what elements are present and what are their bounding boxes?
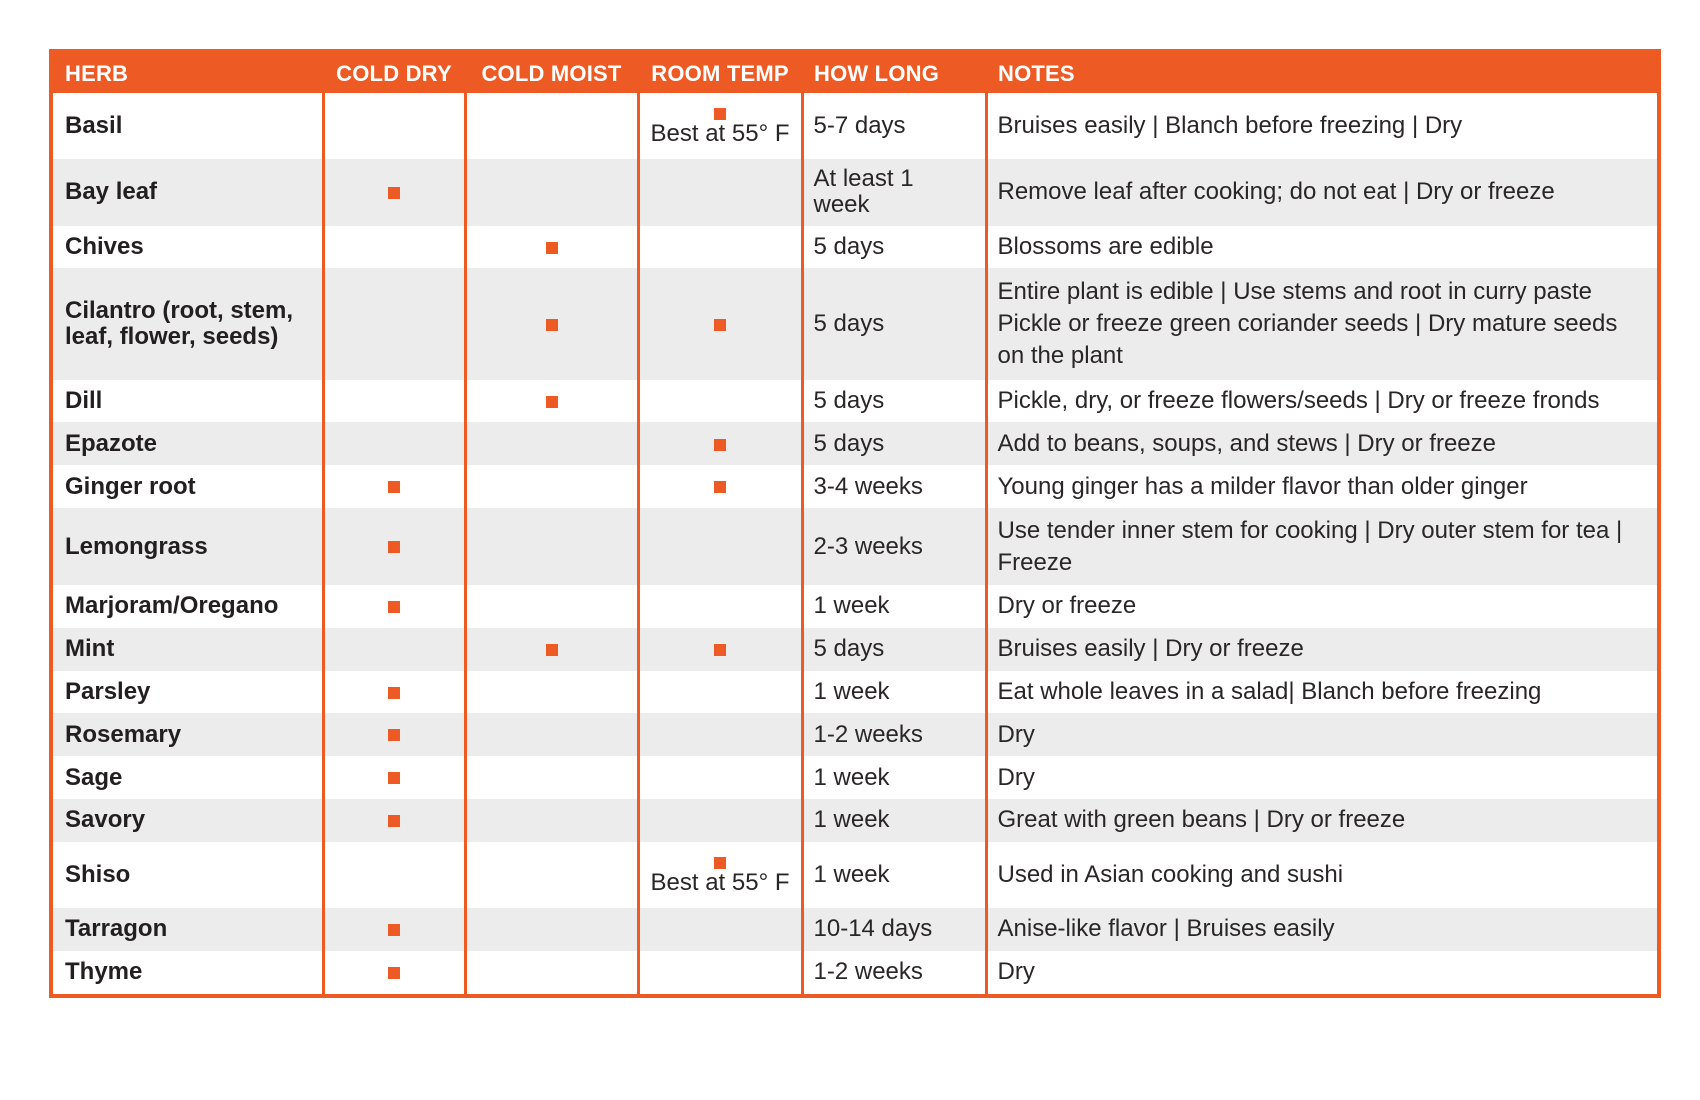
cold-moist-cell [465, 159, 638, 225]
header-notes: NOTES [986, 51, 1659, 93]
orange-square-icon [714, 108, 726, 120]
table-row [51, 756, 1659, 799]
cold-moist-cell [465, 951, 638, 996]
cold-moist-cell [465, 508, 638, 585]
orange-square-icon [388, 772, 400, 784]
how-long: 1 week [802, 671, 986, 714]
notes: Add to beans, soups, and stews | Dry or freeze [986, 422, 1659, 465]
how-long: 1-2 weeks [802, 713, 986, 756]
room-temp-cell [638, 585, 802, 628]
herb-name: Cilantro (root, stem, leaf, flower, seeds) [51, 268, 323, 379]
orange-square-icon [546, 242, 558, 254]
orange-square-icon [714, 857, 726, 869]
notes: Pickle, dry, or freeze flowers/seeds | Dry or freeze fronds [986, 380, 1659, 423]
room-temp-cell [638, 268, 802, 379]
cold-dry-cell [323, 951, 465, 996]
cold-moist-cell [465, 465, 638, 508]
table-row [51, 799, 1659, 842]
cold-moist-cell [465, 268, 638, 379]
cold-dry-cell [323, 93, 465, 159]
room-temp-note-text: Best at 55° F [650, 120, 790, 148]
herb-name: Tarragon [51, 908, 323, 951]
notes: Blossoms are edible [986, 226, 1659, 269]
orange-square-icon [388, 924, 400, 936]
cold-dry-cell [323, 585, 465, 628]
how-long: 1 week [802, 585, 986, 628]
notes: Dry [986, 951, 1659, 996]
herb-name: Savory [51, 799, 323, 842]
herb-name: Lemongrass [51, 508, 323, 585]
cold-moist-cell [465, 713, 638, 756]
orange-square-icon [714, 439, 726, 451]
header-how-long: HOW LONG [802, 51, 986, 93]
cold-dry-cell [323, 671, 465, 714]
notes: Use tender inner stem for cooking | Dry outer stem for tea | Freeze [986, 508, 1659, 585]
orange-square-icon [546, 644, 558, 656]
notes: Bruises easily | Dry or freeze [986, 628, 1659, 671]
room-temp-note-text: Best at 55° F [650, 868, 790, 896]
orange-square-icon [388, 687, 400, 699]
herb-name: Sage [65, 763, 123, 791]
cold-moist-cell [465, 908, 638, 951]
cold-moist-cell [465, 671, 638, 714]
herb-name: Basil [65, 112, 123, 140]
orange-square-icon [388, 601, 400, 613]
room-temp-cell [638, 951, 802, 996]
cold-dry-cell [323, 842, 465, 908]
table-row [51, 628, 1659, 671]
header-room-temp: ROOM TEMP [638, 51, 802, 93]
herb-name: Dill [65, 387, 103, 415]
table-row [51, 585, 1659, 628]
orange-square-icon [388, 729, 400, 741]
room-temp-cell [638, 908, 802, 951]
cold-dry-cell [323, 756, 465, 799]
table-row [51, 268, 1659, 379]
cold-dry-cell [323, 713, 465, 756]
herb-name: Mint [51, 628, 323, 671]
herb-name: Chives [65, 233, 144, 261]
cold-moist-cell [465, 226, 638, 269]
herb-name: Thyme [65, 958, 143, 986]
herb-name: Epazote [51, 422, 323, 465]
herb-name: Shiso [65, 860, 131, 888]
herb-name: Rosemary [51, 713, 323, 756]
how-long: 5-7 days [802, 93, 986, 159]
cold-moist-cell [465, 799, 638, 842]
how-long: 3-4 weeks [802, 465, 986, 508]
cold-dry-cell [323, 226, 465, 269]
cold-dry-cell [323, 465, 465, 508]
table-row [51, 713, 1659, 756]
how-long: 1 week [802, 842, 986, 908]
cold-dry-cell [323, 380, 465, 423]
table-header [51, 51, 1659, 93]
notes: Used in Asian cooking and sushi [986, 842, 1659, 908]
room-temp-cell [638, 756, 802, 799]
room-temp-cell [638, 508, 802, 585]
cold-moist-cell [465, 93, 638, 159]
how-long: 5 days [802, 380, 986, 423]
room-temp-cell [638, 422, 802, 465]
orange-square-icon [714, 644, 726, 656]
table-row [51, 671, 1659, 714]
cold-dry-cell [323, 628, 465, 671]
room-temp-cell [638, 93, 802, 159]
room-temp-cell [638, 671, 802, 714]
table-body [51, 93, 1659, 996]
how-long: 1 week [802, 756, 986, 799]
notes: Bruises easily | Blanch before freezing | Dry [986, 93, 1659, 159]
cold-moist-cell [465, 380, 638, 423]
orange-square-icon [714, 319, 726, 331]
room-temp-cell [638, 380, 802, 423]
table-row [51, 93, 1659, 159]
room-temp-cell [638, 159, 802, 225]
table-row [51, 465, 1659, 508]
how-long: 5 days [802, 628, 986, 671]
table-row [51, 226, 1659, 269]
herb-storage-table [49, 49, 1661, 998]
cold-moist-cell [465, 628, 638, 671]
header-herb: HERB [51, 51, 323, 93]
room-temp-cell [638, 713, 802, 756]
cold-dry-cell [323, 268, 465, 379]
orange-square-icon [546, 319, 558, 331]
cold-dry-cell [323, 422, 465, 465]
table-row [51, 422, 1659, 465]
orange-square-icon [388, 541, 400, 553]
header-row [51, 51, 1659, 93]
notes: Young ginger has a milder flavor than older ginger [986, 465, 1659, 508]
table-row [51, 508, 1659, 585]
table-row [51, 842, 1659, 908]
orange-square-icon [388, 967, 400, 979]
header-cold-moist: COLD MOIST [465, 51, 638, 93]
herb-name: Parsley [65, 678, 151, 706]
herb-name: Marjoram/Oregano [65, 592, 279, 620]
how-long: 5 days [802, 422, 986, 465]
room-temp-note [640, 857, 801, 895]
orange-square-icon [714, 481, 726, 493]
cold-moist-cell [465, 842, 638, 908]
room-temp-cell [638, 226, 802, 269]
table-row [51, 380, 1659, 423]
header-cold-dry: COLD DRY [323, 51, 465, 93]
herb-name: Bay leaf [51, 159, 323, 225]
notes: Dry or freeze [986, 585, 1659, 628]
cold-dry-cell [323, 908, 465, 951]
notes: Dry [986, 756, 1659, 799]
notes: Great with green beans | Dry or freeze [986, 799, 1659, 842]
how-long: 2-3 weeks [802, 508, 986, 585]
how-long: 5 days [802, 226, 986, 269]
notes: Anise-like flavor | Bruises easily [986, 908, 1659, 951]
cold-dry-cell [323, 508, 465, 585]
notes: Dry [986, 713, 1659, 756]
herb-name: Ginger root [65, 472, 196, 500]
orange-square-icon [546, 396, 558, 408]
room-temp-cell [638, 628, 802, 671]
notes: Remove leaf after cooking; do not eat | Dry or freeze [986, 159, 1659, 225]
room-temp-note [640, 108, 801, 146]
room-temp-cell [638, 799, 802, 842]
cold-moist-cell [465, 756, 638, 799]
notes: Eat whole leaves in a salad| Blanch before freezing [986, 671, 1659, 714]
room-temp-cell [638, 465, 802, 508]
table-row [51, 159, 1659, 225]
table-row [51, 908, 1659, 951]
cold-dry-cell [323, 799, 465, 842]
table-row [51, 951, 1659, 996]
orange-square-icon [388, 481, 400, 493]
how-long: 5 days [802, 268, 986, 379]
orange-square-icon [388, 815, 400, 827]
how-long: 1-2 weeks [802, 951, 986, 996]
notes: Entire plant is edible | Use stems and root in curry paste Pickle or freeze green coriander seeds | Dry mature seeds on the plant [986, 268, 1659, 379]
orange-square-icon [388, 187, 400, 199]
cold-dry-cell [323, 159, 465, 225]
how-long: 1 week [802, 799, 986, 842]
cold-moist-cell [465, 422, 638, 465]
cold-moist-cell [465, 585, 638, 628]
how-long: At least 1 week [802, 159, 986, 225]
how-long: 10-14 days [802, 908, 986, 951]
room-temp-cell [638, 842, 802, 908]
